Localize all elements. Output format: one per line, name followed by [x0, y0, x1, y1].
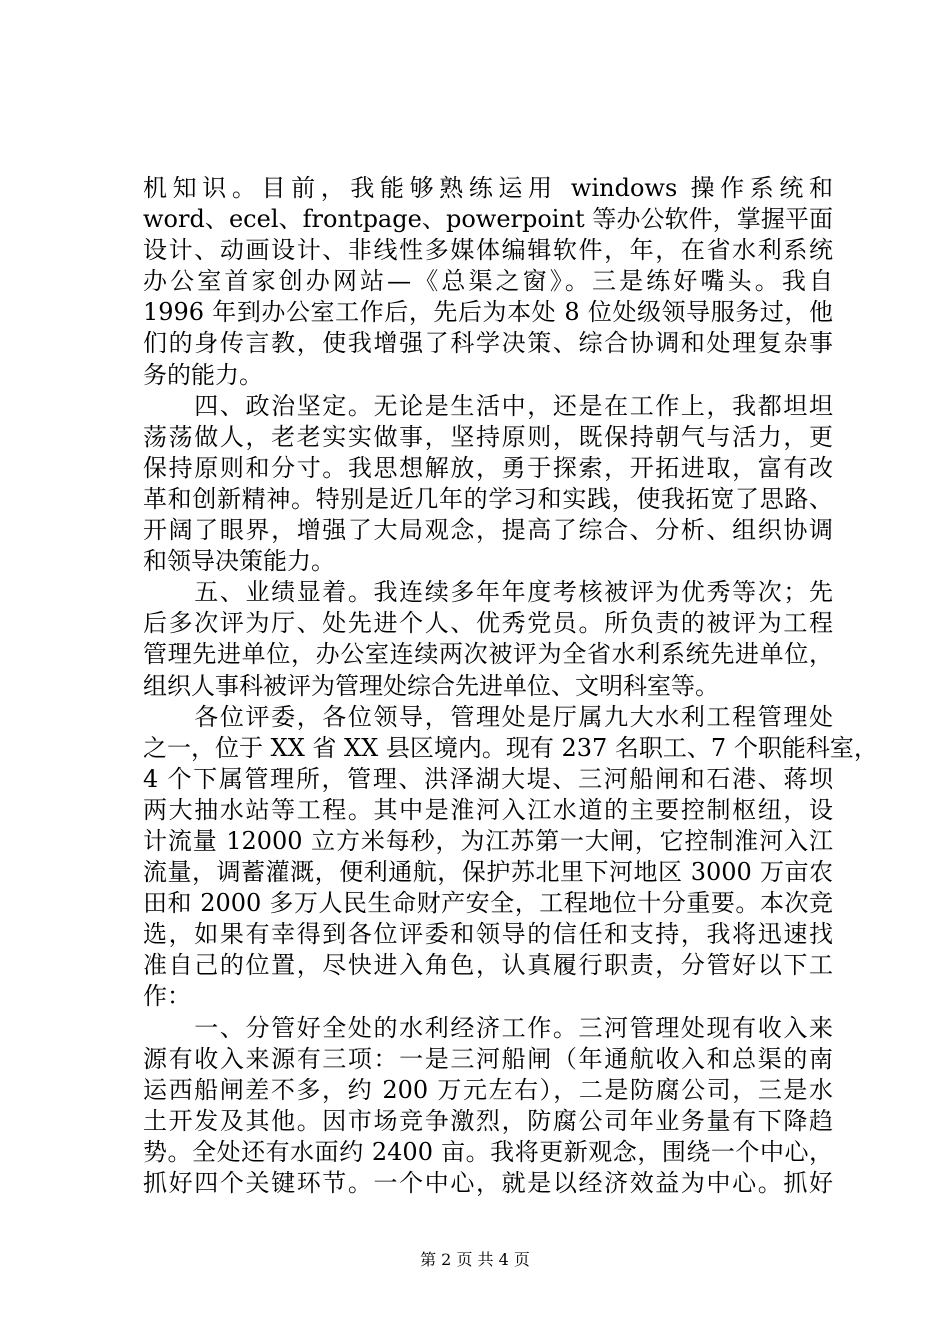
text-line: 土开发及其他。因市场竞争激烈，防腐公司年业务量有下降趋 [143, 1106, 833, 1135]
text-line: 计流量 12000 立方米每秒，为江苏第一大闸，它控制淮河入江 [143, 826, 833, 855]
text-line: 开阔了眼界，增强了大局观念，提高了综合、分析、组织协调 [143, 516, 833, 545]
text-line: 办公室首家创办网站—《总渠之窗》。三是练好嘴头。我自 [143, 267, 833, 296]
text-line: 抓好四个关键环节。一个中心，就是以经济效益为中心。抓好 [143, 1169, 833, 1197]
text-line: 4 个下属管理所，管理、洪泽湖大堤、三河船闸和石港、蒋坝 [143, 764, 833, 793]
text-line: 1996 年到办公室工作后，先后为本处 8 位处级领导服务过，他 [143, 298, 833, 327]
text-line: 五、业绩显着。我连续多年年度考核被评为优秀等次；先 [143, 578, 833, 607]
text-line: 务的能力。 [143, 360, 263, 389]
text-line: 作： [143, 982, 191, 1011]
text-line: word、ecel、frontpage、powerpoint 等办公软件，掌握平面 [143, 205, 833, 234]
text-line: 设计、动画设计、非线性多媒体编辑软件，年，在省水利系统 [143, 236, 833, 265]
text-line: 四、政治坚定。无论是生活中，还是在工作上，我都坦坦 [143, 391, 833, 420]
text-line: 一、分管好全处的水利经济工作。三河管理处现有收入来 [143, 1013, 833, 1042]
page-footer: 第 2 页 共 4 页 [420, 1250, 530, 1269]
text-line: 保持原则和分寸。我思想解放，勇于探索，开拓进取，富有改 [143, 453, 833, 482]
text-line: 和领导决策能力。 [143, 547, 335, 576]
text-line: 选，如果有幸得到各位评委和领导的信任和支持，我将迅速找 [143, 920, 833, 949]
text-line: 后多次评为厅、处先进个人、优秀党员。所负责的被评为工程 [143, 609, 833, 638]
text-line: 组织人事科被评为管理处综合先进单位、文明科室等。 [143, 671, 719, 700]
text-line: 势。全处还有水面约 2400 亩。我将更新观念，围绕一个中心， [143, 1137, 833, 1166]
text-line: 机知识。目前，我能够熟练运用 windows 操作系统和 [143, 174, 833, 202]
document-body [143, 173, 878, 1199]
text-line: 流量，调蓄灌溉，便利通航，保护苏北里下河地区 3000 万亩农 [143, 858, 833, 887]
text-line: 革和创新精神。特别是近几年的学习和实践，使我拓宽了思路、 [143, 484, 833, 513]
text-line: 荡荡做人，老老实实做事，坚持原则，既保持朝气与活力，更 [143, 422, 833, 451]
text-line: 们的身传言教，使我增强了科学决策、综合协调和处理复杂事 [143, 329, 833, 358]
text-line: 准自己的位置，尽快进入角色，认真履行职责，分管好以下工 [143, 951, 833, 980]
text-line: 之一，位于 XX 省 XX 县区境内。现有 237 名职工、7 个职能科室， [143, 733, 878, 762]
text-line: 两大抽水站等工程。其中是淮河入江水道的主要控制枢纽，设 [143, 795, 833, 824]
text-line: 各位评委，各位领导，管理处是厅属九大水利工程管理处 [143, 702, 833, 731]
text-line: 源有收入来源有三项：一是三河船闸（年通航收入和总渠的南 [143, 1044, 833, 1073]
text-line: 管理先进单位，办公室连续两次被评为全省水利系统先进单位， [143, 640, 833, 669]
text-line: 田和 2000 多万人民生命财产安全，工程地位十分重要。本次竞 [143, 889, 833, 918]
text-line: 运西船闸差不多，约 200 万元左右），二是防腐公司，三是水 [143, 1075, 833, 1104]
